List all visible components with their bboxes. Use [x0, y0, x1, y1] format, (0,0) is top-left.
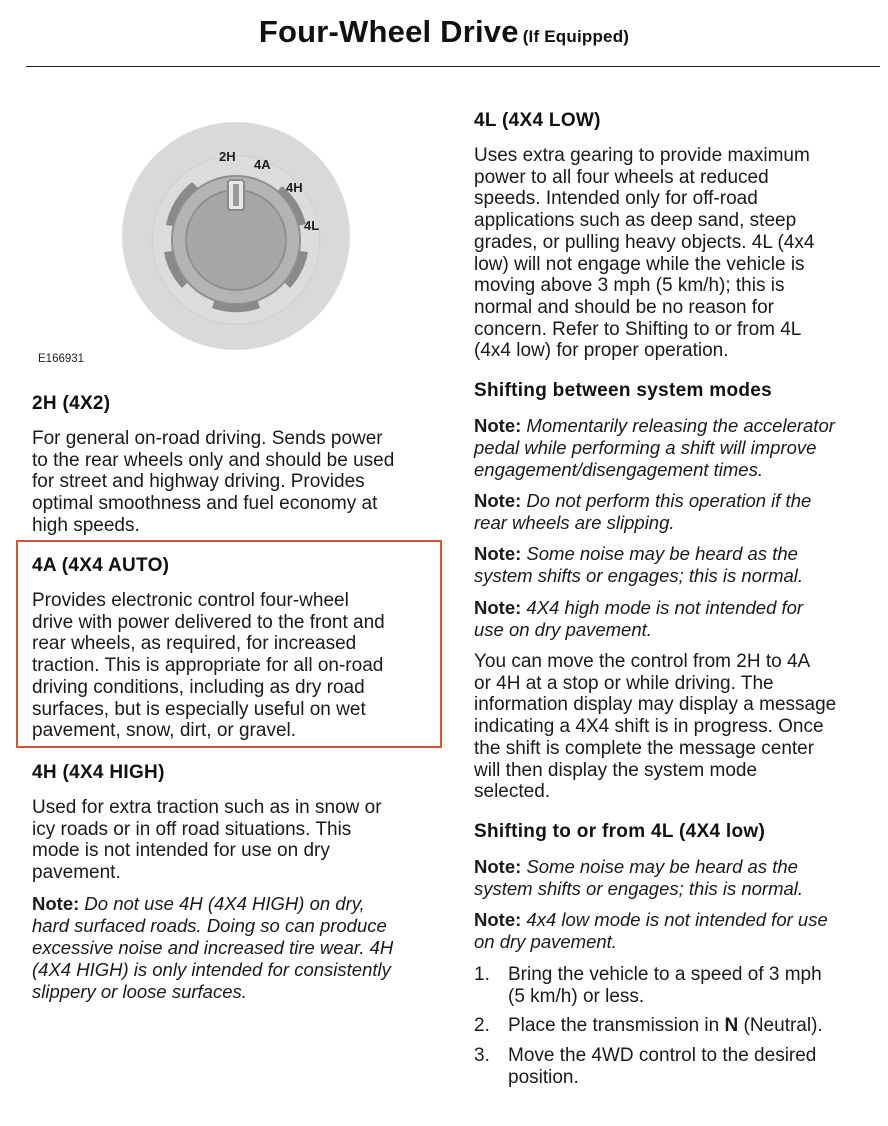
paragraph-shifting-modes: You can move the control from 2H to 4A or 4H at a stop or while driving. The information display may display a message indicating a 4X4 shift is in progress. Once the shift is complete the message center will then display the system mode selected. — [474, 651, 837, 803]
title-rule — [26, 66, 880, 67]
heading-4l: 4L (4X4 LOW) — [474, 110, 601, 131]
step-2: 2. Place the transmission in N (Neutral). — [474, 1015, 823, 1036]
note-shifting-4: Note: 4X4 high mode is not intended for use on dry pavement. — [474, 597, 804, 640]
figure-id: E166931 — [38, 353, 85, 365]
knob-label-4h: 4H — [286, 180, 303, 195]
paragraph-4a: Provides electronic control four-wheel drive with power delivered to the front and rear wheels, as required, for increased traction. This is appropriate for all on-road driving conditions, including as dry road surfaces, but is especially useful on wet pavement, snow, dirt, or gravel. — [32, 590, 385, 742]
knob-label-4a: 4A — [254, 157, 271, 172]
title-subtitle: (If Equipped) — [522, 27, 630, 46]
note-4h: Note: Do not use 4H (4X4 HIGH) on dry, hard surfaced roads. Doing so can produce excessive noise and increased tire wear. 4H (4X4 HIGH) is only intended for consistently slippery or loose surfaces. — [32, 893, 394, 1002]
paragraph-4l: Uses extra gearing to provide maximum power to all four wheels at reduced speeds. Intended only for off-road applications such as deep sand, steep grades, or pulling heavy objects. 4L (4x4 low) will not engage while the vehicle is moving above 3 mph (5 km/h); this is normal and should be no reason for concern. Refer to Shifting to or from 4L (4x4 low) for proper operation. — [474, 145, 815, 362]
heading-4h: 4H (4X4 HIGH) — [32, 762, 165, 783]
step-3: 3. Move the 4WD control to the desired position. — [474, 1045, 817, 1088]
paragraph-4h: Used for extra traction such as in snow or icy roads or in off road situations. This mode is not intended for use on dry pavement. — [32, 797, 382, 884]
note-4l-1: Note: Some noise may be heard as the system shifts or engages; this is normal. — [474, 856, 804, 899]
heading-shifting-modes: Shifting between system modes — [474, 380, 772, 401]
note-shifting-1: Note: Momentarily releasing the accelerator pedal while performing a shift will improve engagement/disengagement times. — [474, 415, 835, 480]
title-text: Four-Wheel Drive — [258, 14, 519, 49]
heading-2h: 2H (4X2) — [32, 393, 111, 414]
step-1: 1. Bring the vehicle to a speed of 3 mph (5 km/h) or less. — [474, 964, 822, 1007]
page-title — [0, 14, 888, 50]
note-shifting-3: Note: Some noise may be heard as the system shifts or engages; this is normal. — [474, 543, 804, 586]
paragraph-2h: For general on-road driving. Sends power to the rear wheels only and should be used for street and highway driving. Provides optimal smoothness and fuel economy at high speeds. — [32, 428, 395, 536]
heading-4a: 4A (4X4 AUTO) — [32, 555, 170, 576]
note-shifting-2: Note: Do not perform this operation if the rear wheels are slipping. — [474, 490, 812, 533]
heading-shifting-4l: Shifting to or from 4L (4X4 low) — [474, 821, 766, 842]
four-wheel-drive-knob-illustration — [120, 120, 352, 352]
knob-label-4l: 4L — [304, 218, 320, 233]
knob-label-2h: 2H — [219, 149, 236, 164]
note-4l-2: Note: 4x4 low mode is not intended for use on dry pavement. — [474, 909, 828, 952]
